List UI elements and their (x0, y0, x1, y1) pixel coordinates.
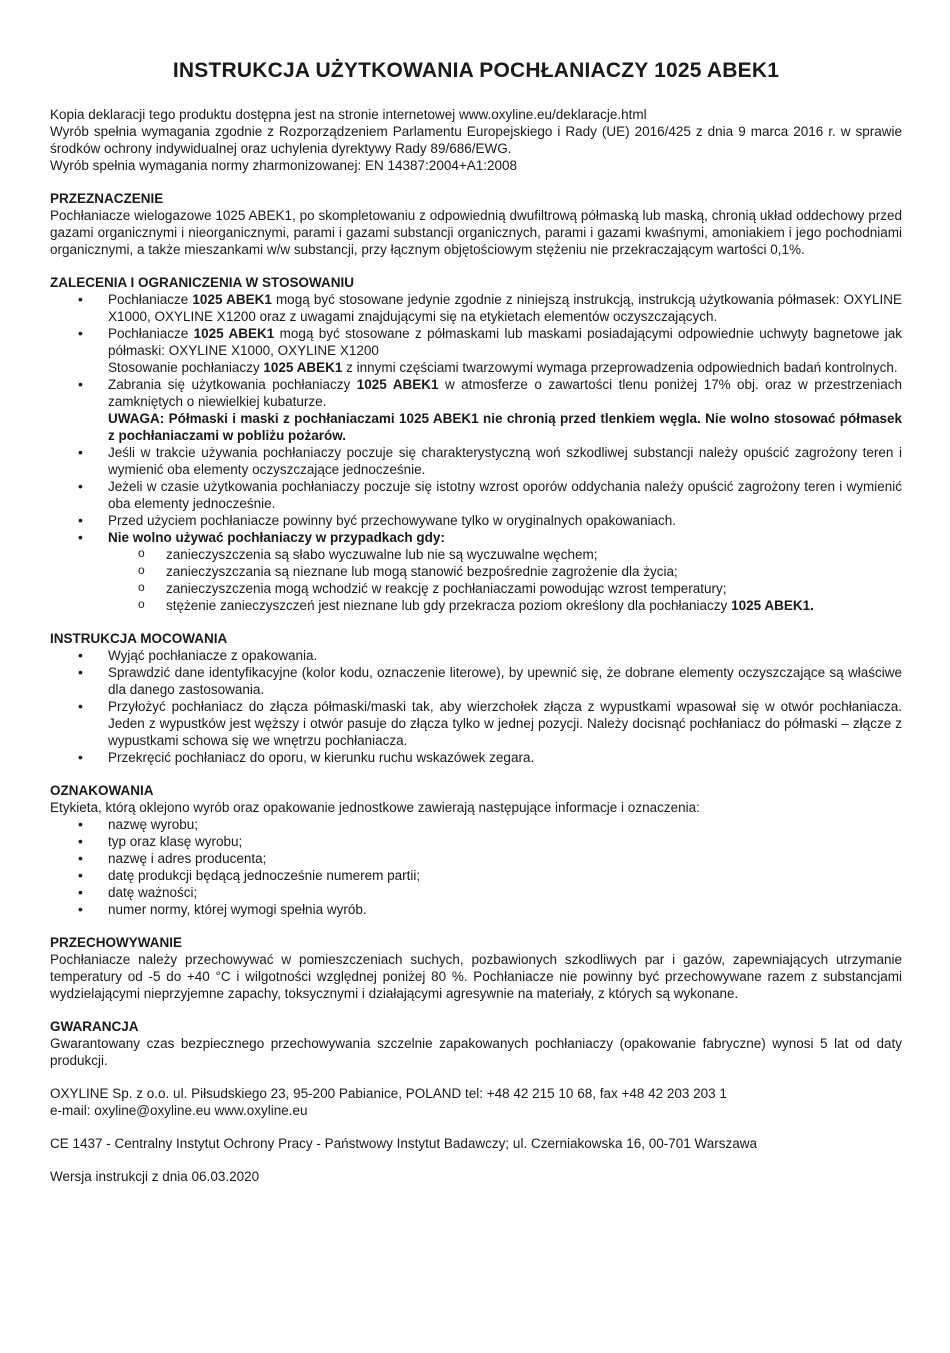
list-item: • Jeżeli w czasie użytkowania pochłaniaczy poczuje się istotny wzrost oporów oddychania należy opuścić zagrożony teren i wymienić oba elementy jednocześnie. (50, 478, 902, 512)
text-run: Pochłaniacze (108, 292, 193, 307)
list-item: • nazwę wyrobu; (50, 816, 902, 833)
section-heading: INSTRUKCJA MOCOWANIA (50, 631, 228, 646)
list-item: • datę ważności; (50, 884, 902, 901)
text-run: Zabrania się użytkowania pochłaniaczy (108, 377, 357, 392)
list-item (50, 325, 902, 376)
intro-block (50, 106, 902, 174)
text-run: mogą być stosowane jedynie zgodnie z niniejszą instrukcją, instrukcją użytkowania półmasek: OXYLINE X1000, OXYLINE X1200 oraz z uwagami znajdującymi się na etykietach elementów oczyszczających. (108, 292, 902, 324)
list-item: • Wyjąć pochłaniacze z opakowania. (50, 647, 902, 664)
sublist (108, 546, 902, 614)
product-code: 1025 ABEK1. (731, 598, 814, 613)
ce-notified-body: CE 1437 - Centralny Instytut Ochrony Pracy - Państwowy Instytut Badawczy; ul. Czerniakowska 16, 00-701 Warszawa (50, 1136, 758, 1151)
list-item: • Sprawdzić dane identyfikacyjne (kolor kodu, oznaczenie literowe), by upewnić się, że dobrane elementy oczyszczające są właściwe dla danego zastosowania. (50, 664, 902, 698)
version-block (50, 1168, 902, 1185)
warning-text: UWAGA: Półmaski i maski z pochłaniaczami 1025 ABEK1 nie chronią przed tlenkiem węgla. Nie wolno stosować półmasek z pochłaniaczami w pobliżu pożarów. (108, 411, 902, 443)
text-run: Stosowanie pochłaniaczy (108, 360, 264, 375)
product-code: 1025 ABEK1 (263, 360, 343, 375)
section-text: Pochłaniacze należy przechowywać w pomieszczeniach suchych, pozbawionych szkodliwych par i gazów, zapewniających utrzymanie temperatury od -5 do +40 °C i wilgotności względnej poniżej 80 %. Pochłaniacze nie powinny być przechowywane razem z substancjami wydzielającymi nieprzyjemne zapachy, toksycznymi i działającymi agresywnie na materiały, z których są wykonane. (50, 952, 902, 1001)
document-page (50, 58, 902, 1185)
list-item: • Jeśli w trakcie używania pochłaniaczy poczuje się charakterystyczną woń szkodliwej substancji należy opuścić zagrożony teren i wymienić oba elementy oczyszczające jednocześnie. (50, 444, 902, 478)
list-item: • datę produkcji będącą jednocześnie numerem partii; (50, 867, 902, 884)
list-item: • Przed użyciem pochłaniacze powinny być przechowywane tylko w oryginalnych opakowaniach. (50, 512, 902, 529)
section-heading: PRZECHOWYWANIE (50, 935, 183, 950)
list-item: • Przekręcić pochłaniacz do oporu, w kierunku ruchu wskazówek zegara. (50, 749, 902, 766)
section-gwarancja (50, 1018, 902, 1069)
company-email-web: e-mail: oxyline@oxyline.eu www.oxyline.eu (50, 1103, 308, 1118)
recommendations-list (50, 291, 902, 614)
list-item: • nazwę i adres producenta; (50, 850, 902, 867)
product-code: 1025 ABEK1 (192, 292, 272, 307)
section-mocowanie (50, 630, 902, 766)
section-heading: GWARANCJA (50, 1019, 139, 1034)
product-code: 1025 ABEK1 (193, 326, 275, 341)
sublist-item: o zanieczyszczania są nieznane lub mogą stanowić bezpośrednie zagrożenie dla życia; (108, 563, 902, 580)
sublist-item: o zanieczyszczenia mogą wchodzić w reakcję z pochłaniaczami powodując wzrost temperatury; (108, 580, 902, 597)
list-item: • typ oraz klasę wyrobu; (50, 833, 902, 850)
page-title: INSTRUKCJA UŻYTKOWANIA POCHŁANIACZY 1025 ABEK1 (172, 59, 780, 82)
text-run: w atmosferze o zawartości tlenu poniżej 17% obj. oraz w przestrzeniach zamkniętych o niewielkiej kubaturze. (108, 377, 902, 409)
section-heading: ZALECENIA I OGRANICZENIA W STOSOWANIU (50, 275, 355, 290)
company-address: OXYLINE Sp. z o.o. ul. Piłsudskiego 23, 95-200 Pabianice, POLAND tel: +48 42 215 10 68, fax +48 42 203 203 1 (50, 1086, 727, 1101)
section-heading: OZNAKOWANIA (50, 783, 154, 798)
section-heading: PRZEZNACZENIE (50, 191, 164, 206)
product-code: 1025 ABEK1 (356, 377, 439, 392)
mounting-list (50, 647, 902, 766)
ce-block (50, 1135, 902, 1152)
sublist-item (108, 597, 902, 614)
version-date: Wersja instrukcji z dnia 06.03.2020 (50, 1169, 260, 1184)
section-przeznaczenie (50, 190, 902, 258)
list-item (50, 291, 902, 325)
labeling-list (50, 816, 902, 918)
warning-text: Nie wolno używać pochłaniaczy w przypadkach gdy: (108, 530, 445, 545)
section-text: Gwarantowany czas bezpiecznego przechowywania szczelnie zapakowanych pochłaniaczy (opakowanie fabryczne) wynosi 5 lat od daty produkcji. (50, 1036, 902, 1068)
text-run: Pochłaniacze (108, 326, 194, 341)
text-run: stężenie zanieczyszczeń jest nieznane lub gdy przekracza poziom określony dla pochłaniaczy (166, 598, 732, 613)
list-item: • numer normy, której wymogi spełnia wyrób. (50, 901, 902, 918)
sublist-item: o zanieczyszczenia są słabo wyczuwalne lub nie są wyczuwalne węchem; (108, 546, 902, 563)
text-run: mogą być stosowane z półmaskami lub maskami posiadającymi odpowiednie uchwyty bagnetowe jak półmaski: OXYLINE X1000, OXYLINE X1200 (108, 326, 902, 358)
list-item: • Przyłożyć pochłaniacz do złącza półmaski/maski tak, aby wierzchołek złącza z wypustkami wpasował się w otwór pochłaniacza. Jeden z wypustków jest węższy i otwór pasuje do złącza tylko w jednej pozycji. Należy docisnąć pochłaniacz do półmaski – złącze z wypustkami schowa się we wnętrzu pochłaniacza. (50, 698, 902, 749)
contact-block (50, 1085, 902, 1119)
list-item (50, 529, 902, 614)
section-przechowywanie (50, 934, 902, 1002)
intro-declaration: Kopia deklaracji tego produktu dostępna jest na stronie internetowej www.oxyline.eu/deklaracje.html (50, 107, 647, 122)
list-item (50, 376, 902, 444)
intro-standard: Wyrób spełnia wymagania normy zharmonizowanej: EN 14387:2004+A1:2008 (50, 158, 518, 173)
text-run: z innymi częściami twarzowymi wymaga przeprowadzenia odpowiednich badań kontrolnych. (342, 360, 898, 375)
section-oznakowania (50, 782, 902, 918)
intro-regulation: Wyrób spełnia wymagania zgodnie z Rozporządzeniem Parlamentu Europejskiego i Rady (UE) 2016/425 z dnia 9 marca 2016 r. w sprawie środków ochrony indywidualnej oraz uchylenia dyrektywy Rady 89/686/EWG. (50, 124, 902, 156)
section-text: Pochłaniacze wielogazowe 1025 ABEK1, po skompletowaniu z odpowiednią dwufiltrową półmaską lub maską, chronią układ oddechowy przed gazami organicznymi i nieorganicznymi, parami i gazami substancji organicznych, parami i gazami kwaśnymi, amoniakiem i jego pochodniami organicznymi, a także mieszankami w/w substancji, przy łącznym objętościowym stężeniu nie przekraczającym wartości 0,1%. (50, 208, 902, 257)
section-zalecenia (50, 274, 902, 614)
section-text: Etykieta, którą oklejono wyrób oraz opakowanie jednostkowe zawierają następujące informacje i oznaczenia: (50, 800, 700, 815)
